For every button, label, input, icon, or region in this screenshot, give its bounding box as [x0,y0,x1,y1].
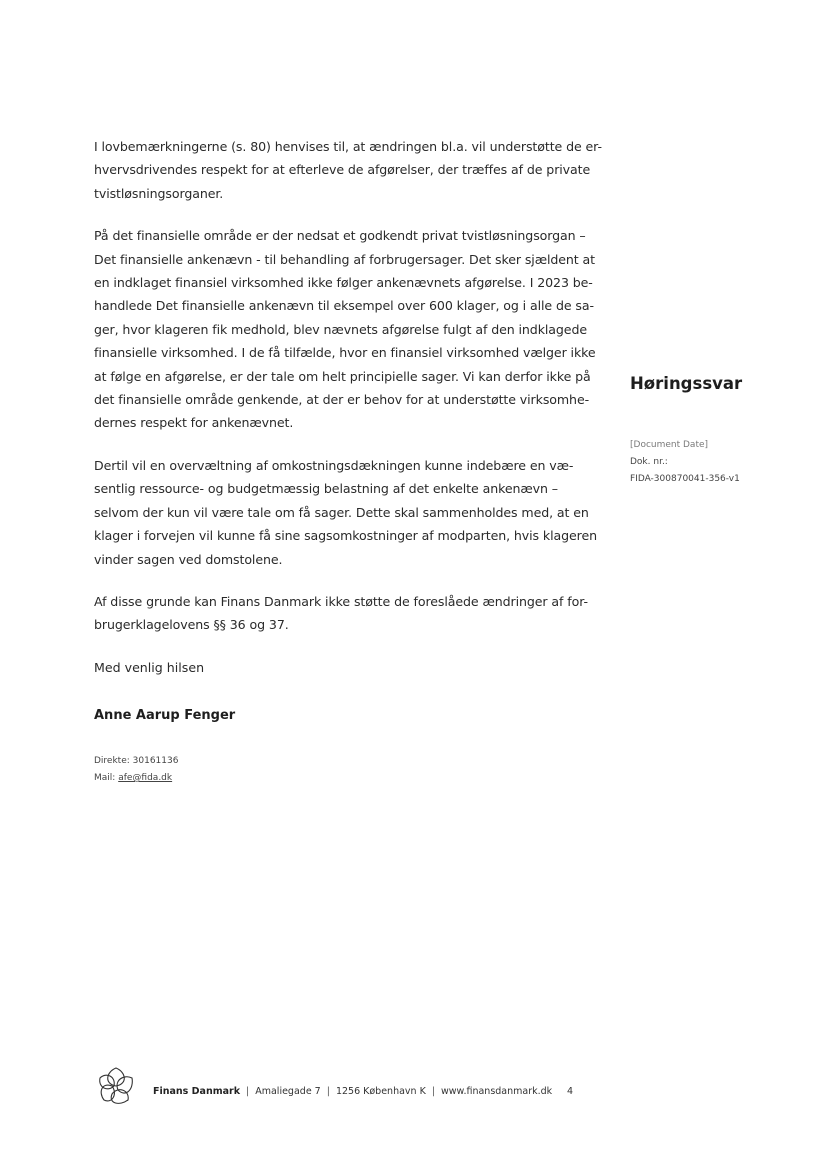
text-line: brugerklagelovens §§ 36 og 37. [94,617,289,633]
side-column [630,374,820,393]
text-line: ger, hvor klageren fik medhold, blev nævnets afgørelse fulgt af den indklagede [94,321,587,337]
text-line: Af disse grunde kan Finans Danmark ikke støtte de foreslåede ændringer af for- [94,593,588,609]
text-line: at følge en afgørelse, er der tale om helt principielle sager. Vi kan derfor ikke på [94,368,591,384]
page-footer [96,1064,596,1108]
finans-danmark-logo-icon [96,1064,136,1108]
document-number-label: Dok. nr.: [630,457,668,467]
document-type-title: Høringssvar [630,374,743,393]
text-line: klager i forvejen vil kunne få sine sagsomkostninger af modparten, hvis klageren [94,528,597,544]
text-line: På det finansielle område er der nedsat et godkendt privat tvistløsningsorgan – [94,228,586,244]
paragraph-3 [94,454,597,571]
phone-line: Direkte: 30161136 [94,756,179,766]
footer-city: 1256 København K [335,1086,426,1097]
footer-address [153,1086,552,1097]
text-line: Det finansielle ankenævn - til behandling af forbrugersager. Det sker sjældent at [94,251,595,267]
signature-name: Anne Aarup Fenger [94,708,236,723]
text-line: I lovbemærkningerne (s. 80) henvises til, at ændringen bl.a. vil understøtte de er- [94,139,602,154]
mail-label: Mail: [94,773,116,783]
text-line: det finansielle område genkende, at der er behov for at understøtte virksomhe- [94,392,590,408]
mail-link[interactable]: afe@fida.dk [118,773,173,783]
text-line: Dertil vil en overvæltning af omkostningsdækningen kunne indebære en væ- [94,457,574,473]
footer-street: Amaliegade 7 [255,1086,321,1097]
footer-separator: | [431,1086,436,1097]
text-line: hvervsdrivendes respekt for at efterleve de afgørelser, der træffes af de private [94,162,591,178]
footer-brand: Finans Danmark [153,1086,241,1097]
paragraph-1 [94,135,602,205]
document-number: FIDA-300870041-356-v1 [630,474,740,484]
footer-separator: | [326,1086,330,1097]
contact-info [94,753,178,787]
document-date: [Document Date] [630,440,709,450]
text-line: dernes respekt for ankenævnet. [94,415,294,431]
text-line: en indklaget finansiel virksomhed ikke følger ankenævnets afgørelse. I 2023 be- [94,275,593,291]
footer-separator: | [246,1086,250,1097]
text-line: selvom der kun vil være tale om få sager. Dette skal sammenholdes med, at en [94,504,589,520]
text-line: tvistløsningsorganer. [94,185,224,201]
closing-greeting: Med venlig hilsen [94,659,205,675]
letter-body [94,135,602,679]
text-line: handlede Det finansielle ankenævn til eksempel over 600 klager, og i alle de sa- [94,298,594,314]
paragraph-4 [94,590,588,637]
page-number: 4 [567,1086,574,1097]
footer-website[interactable]: www.finansdanmark.dk [441,1086,553,1097]
document-meta [630,437,740,488]
text-line: vinder sagen ved domstolene. [94,551,283,567]
paragraph-2 [94,224,596,435]
mail-line [94,770,178,787]
text-line: finansielle virksomhed. I de få tilfælde, hvor en finansiel virksomhed vælger ikke [94,345,596,361]
text-line: sentlig ressource- og budgetmæssig belastning af det enkelte ankenævn – [94,481,558,497]
